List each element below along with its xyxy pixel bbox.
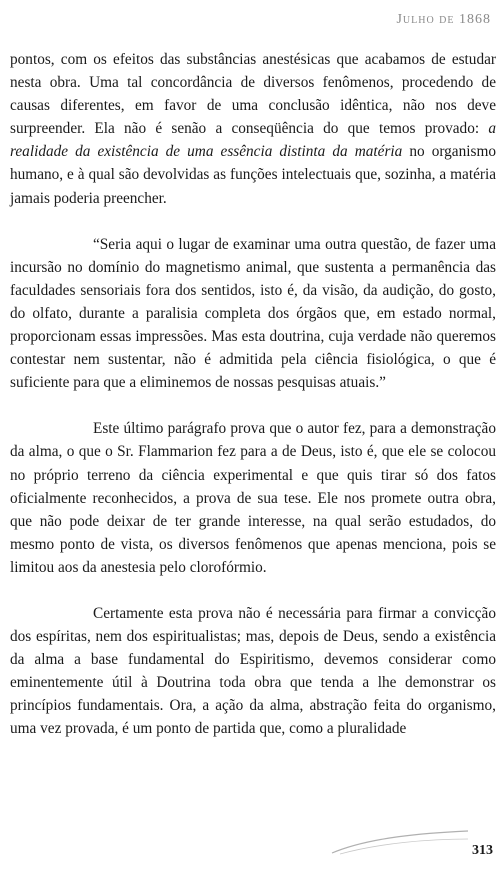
paragraph-1-italic-phrase: a realidade da existência de uma essência distinta da matéria <box>10 120 496 161</box>
paragraph-3: Este último parágrafo prova que o autor fez, para a demonstração da alma, o que o Sr. Flammarion fez para a de Deus, isto é, que ele se colocou no próprio terreno da ciência experimental e que quis tirar só dos fatos oficialmente reconhecidos, a prova de sua tese. Ele nos promete outra obra, que não pode deixar de ter grande interesse, na qual serão estudados, do mesmo ponto de vista, os diversos fenômenos que apenas menciona, pois se limitou aos da anestesia pelo clorofórmio. <box>10 420 496 576</box>
page-body <box>10 48 496 741</box>
paragraph-4: Certamente esta prova não é necessária para firmar a convicção dos espíritas, nem dos espiritualistas; mas, depois de Deus, sendo a existência da alma a base fundamental do Espiritismo, devemos considerar como eminentemente útil à Doutrina toda obra que tenda a lhe demonstrar os princípios fundamentais. Ora, a ação da alma, abstração feita do organismo, uma vez provada, é um ponto de partida que, como a pluralidade <box>10 604 496 738</box>
paragraph-2-quotation: “Seria aqui o lugar de examinar uma outra questão, de fazer uma incursão no domínio do magnetismo animal, que sustenta a permanência das faculdades sensoriais fora dos sentidos, isto é, da visão, da audição, do gosto, do olfato, durante a paralisia completa dos órgãos que, em estado normal, proporcionam essas impressões. Mas esta doutrina, cuja verdade não queremos contestar nem sustentar, não é admitida pela ciência fisiológica, o que é suficiente para que a eliminemos de nossas pesquisas atuais.” <box>10 235 496 392</box>
footer-ornament <box>330 827 470 857</box>
paragraph-1-text-after: no organismo humano, e à qual são devolvidas as funções intelectuais que, sozinha, a matéria jamais poderia preencher. <box>10 143 496 207</box>
running-header: Julho de 1868 <box>396 12 491 27</box>
page-number: 313 <box>472 843 493 858</box>
paragraph-1 <box>10 48 496 210</box>
paragraph-1-text-before: pontos, com os efeitos das substâncias anestésicas que acabamos de estudar nesta obra. Uma tal concordância de diversos fenômenos, procedendo de causas diferentes, em favor de uma conclusão idêntica, não nos deve surpreender. Ela não é senão a conseqüência do que temos provado: <box>10 51 496 138</box>
